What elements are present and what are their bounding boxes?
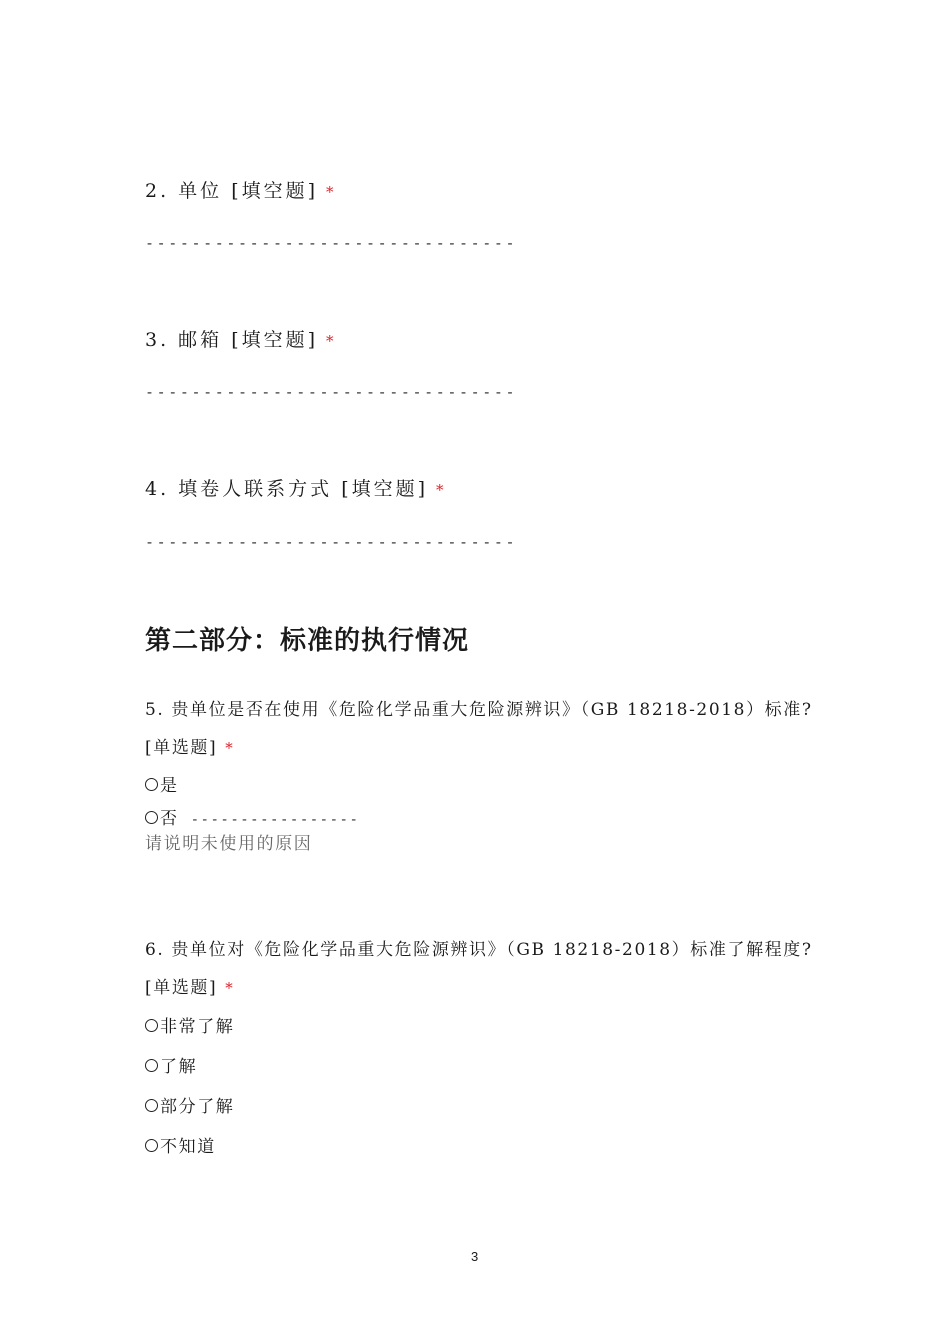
required-marker: * [225, 979, 233, 997]
radio-icon[interactable] [145, 1139, 158, 1152]
question-2-label: 2. 单位 [填空题] [145, 180, 319, 202]
required-marker: * [326, 183, 334, 201]
required-marker: * [225, 739, 233, 757]
question-4 [145, 474, 444, 501]
option-label: 部分了解 [160, 1097, 235, 1117]
q6-option-unknown[interactable] [145, 1132, 216, 1157]
section-title: 第二部分：标准的执行情况 [145, 626, 470, 656]
question-4-answer-field[interactable]: -------------------------------- [145, 533, 518, 551]
option-label: 了解 [160, 1057, 198, 1077]
question-3 [145, 325, 334, 352]
q6-option-partially-familiar[interactable] [145, 1092, 234, 1117]
q5-other-reason-field[interactable]: ----------------- [190, 812, 360, 828]
question-type-label: [单选题] [145, 738, 218, 758]
q6-option-very-familiar[interactable] [145, 1012, 234, 1037]
option-label: 否 [160, 809, 179, 829]
question-5-type [145, 733, 233, 758]
q5-option-no[interactable] [145, 804, 359, 829]
radio-icon[interactable] [145, 811, 158, 824]
question-type-label: [单选题] [145, 978, 218, 998]
radio-icon[interactable] [145, 1099, 158, 1112]
question-3-label: 3. 邮箱 [填空题] [145, 329, 319, 351]
radio-icon[interactable] [145, 778, 158, 791]
radio-icon[interactable] [145, 1019, 158, 1032]
radio-icon[interactable] [145, 1059, 158, 1072]
required-marker: * [436, 481, 444, 499]
q5-reason-hint: 请说明未使用的原因 [145, 834, 313, 854]
q5-option-yes[interactable] [145, 771, 179, 796]
question-5-text: 5. 贵单位是否在使用《危险化学品重大危险源辨识》（GB 18218-2018）标准? [145, 700, 813, 720]
option-label: 不知道 [160, 1137, 216, 1157]
question-2-answer-field[interactable]: -------------------------------- [145, 234, 518, 252]
q6-option-familiar[interactable] [145, 1052, 197, 1077]
question-4-label: 4. 填卷人联系方式 [填空题] [145, 478, 429, 500]
question-6-text: 6. 贵单位对《危险化学品重大危险源辨识》（GB 18218-2018）标准了解程度? [145, 940, 813, 960]
page-number: 3 [471, 1249, 479, 1264]
option-label: 非常了解 [160, 1017, 235, 1037]
question-6-type [145, 973, 233, 998]
question-3-answer-field[interactable]: -------------------------------- [145, 383, 518, 401]
required-marker: * [326, 332, 334, 350]
option-label: 是 [160, 776, 179, 796]
question-2 [145, 176, 334, 203]
